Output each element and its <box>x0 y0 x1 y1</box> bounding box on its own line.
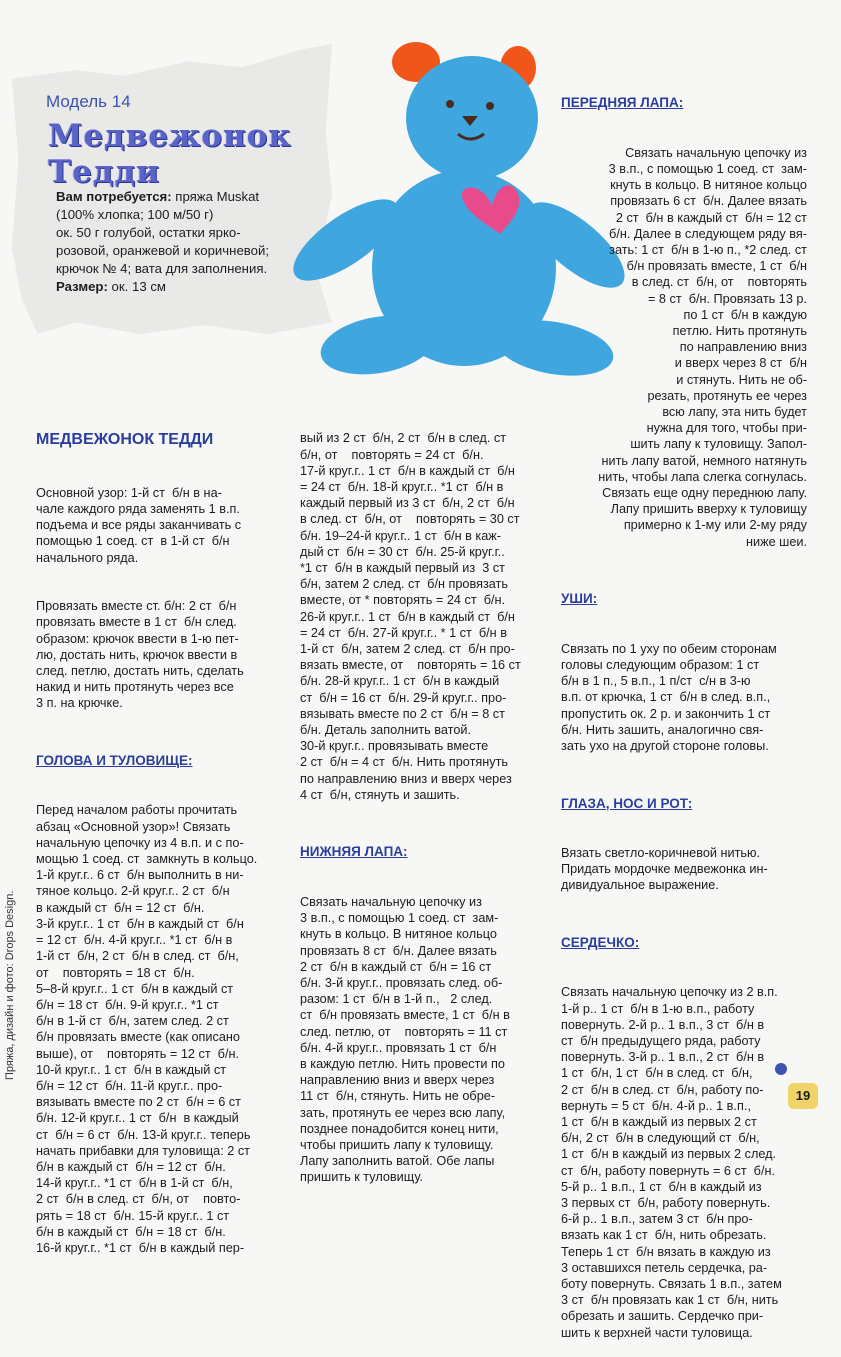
column-middle <box>300 398 544 1202</box>
materials-block <box>56 188 288 296</box>
section-heading-heart: СЕРДЕЧКО: <box>561 934 640 950</box>
size-label: Размер: <box>56 279 108 294</box>
section-heading-head-body: ГОЛОВА И ТУЛОВИЩЕ: <box>36 753 193 769</box>
end-of-article-icon <box>775 1063 787 1075</box>
basic-pattern-text: Основной узор: 1-й ст б/н в на- чале каждого ряда заменять 1 в.п. подъема и все ряды заканчивать с помощью 1 соед. ст в 1-й ст б/н начального ряда. <box>36 485 242 565</box>
photo-credit: Пряжа, дизайн и фото: Drops Design. <box>4 890 16 1080</box>
section-heading-front-leg: ПЕРЕДНЯЯ ЛАПА: <box>561 95 684 111</box>
face-text: Вязать светло-коричневой нитью. Придать мордочке медвежонка ин- дивидуальное выражение. <box>561 845 768 893</box>
heart-text: Связать начальную цепочку из 2 в.п. 1-й р.. 1 ст б/н в 1-ю в.п., работу повернуть. 2-й р.. 1 в.п., 3 ст б/н в ст б/н предыдущего ряда, работу повернуть. 3-й р.. 1 в.п., 2 ст б/н в 1 ст б/н, 1 ст б/н в след. ст б/н, 2 ст б/н в след. ст б/н, работу по- вернуть = 5 ст б/н. 4-й р.. 1 в.п., 1 ст б/н в каждый из первых 2 ст б/н, 2 ст б/н в следующий ст б/н, 1 ст б/н в каждый из первых 2 след. ст б/н, работу повернуть = 6 ст б/н. 5-й р.. 1 в.п., 1 ст б/н в каждый из 3 первых ст б/н, работу повернуть. 6-й р.. 1 в.п., затем 3 ст б/н про- вязать как 1 ст б/н, нить обрезать. Теперь 1 ст б/н вязать в каждую из 3 оставшихся петель сердечка, ра- боту повернуть. Связать 1 в.п., затем 3 ст б/н провязать как 1 ст б/н, нить обрезать и зашить. Сердечко при- шить к верхней части туловища. <box>561 985 782 1340</box>
section-heading-face: ГЛАЗА, НОС И РОТ: <box>561 795 693 811</box>
column-left <box>36 398 292 1272</box>
section-heading-lower-leg: НИЖНЯЯ ЛАПА: <box>300 844 408 860</box>
head-body-text: Перед началом работы прочитать абзац «Основной узор»! Связать начальную цепочку из 4 в.п. и с по- мощью 1 соед. ст замкнуть в кольцо. 1-й круг.г.. 6 ст б/н выполнить в ни- тяное кольцо. 2-й круг.г.. 2 ст б/н в каждый ст б/н = 12 ст б/н. 3-й круг.г.. 1 ст б/н в каждый ст б/н = 12 ст б/н. 4-й круг.г.. *1 ст б/н в 1-й ст б/н, 2 ст б/н в след. ст б/н, от повторять = 18 ст б/н. 5–8-й круг.г.. 1 ст б/н в каждый ст б/н = 18 ст б/н. 9-й круг.г.. *1 ст б/н в 1-й ст б/н, затем след. 2 ст б/н провязать вместе (как описано выше), от повторять = 12 ст б/н. 10-й круг.г.. 1 ст б/н в каждый ст б/н = 12 ст б/н. 11-й круг.г.. про- вязывать вместе по 2 ст б/н = 6 ст б/н. 12-й круг.г.. 1 ст б/н в каждый ст б/н = 6 ст б/н. 13-й круг.г.. теперь начать прибавки для туловища: 2 ст б/н в каждый ст б/н = 12 ст б/н. 14-й круг.г.. *1 ст б/н в 1-й ст б/н, 2 ст б/н в след. ст б/н, от повто- рять = 18 ст б/н. 15-й круг.г.. 1 ст б/н в каждый ст б/н = 18 ст б/н. 16-й круг.г.. *1 ст б/н в каждый пер- <box>36 803 258 1255</box>
column-right <box>561 62 807 1357</box>
front-leg-text: Связать начальную цепочку из 3 в.п., с помощью 1 соед. ст зам- кнуть в кольцо. В нитяное кольцо провязать 6 ст б/н. Далее вязать 2 ст б/н в каждый ст б/н = 12 ст б/н. Далее в следующем ряду вя- зать: 1 ст б/н в 1-ю п., *2 след. ст б/н провязать вместе, 1 ст б/н в след. ст б/н, от повторять = 8 ст б/н. Провязать 13 р. по 1 ст б/н в каждую петлю. Нить протянуть по направлению вниз и вверх через 8 ст б/н и стянуть. Нить не об- резать, протянуть ее через всю лапу, эта нить будет нужна для того, чтобы при- шить лапу к туловищу. Запол- нить лапу ватой, немного натянуть нить, чтобы лапа слегка согнулась. Связать еще одну переднюю лапу. Лапу пришить вверху к туловищу примерно к 1-му или 2-му ряду ниже шеи. <box>598 145 807 549</box>
section-heading-ears: УШИ: <box>561 591 598 607</box>
bear-right-eye <box>486 102 494 110</box>
together-text: Провязать вместе ст. б/н: 2 ст б/н провязать вместе в 1 ст б/н след. образом: крючок ввести в 1-ю пет- лю, достать нить, крючок ввести в след. петлю, достать нить, сделать накид и нить протянуть через все 3 п. на крючке. <box>36 599 244 711</box>
model-number: Модель 14 <box>46 92 131 111</box>
page-title: Медвежонок Тедди <box>48 118 292 190</box>
section-heading-teddy: МЕДВЕЖОНОК ТЕДДИ <box>36 431 214 449</box>
size-text: ок. 13 см <box>107 279 166 294</box>
materials-label: Вам потребуется: <box>56 189 172 204</box>
bear-left-eye <box>446 100 454 108</box>
body-continued-text: вый из 2 ст б/н, 2 ст б/н в след. ст б/н, от повторять = 24 ст б/н. 17-й круг.г.. 1 ст б/н в каждый ст б/н = 24 ст б/н. 18-й круг.г.. *1 ст б/н в каждый первый из 3 ст б/н, 2 ст б/н в след. ст б/н, от повторять = 30 ст б/н. 19–24-й круг.г.. 1 ст б/н в каж- дый ст б/н = 30 ст б/н. 25-й круг.г.. *1 ст б/н в каждый первый из 3 ст б/н, затем 2 след. ст б/н провязать вместе, от * повторять = 24 ст б/н. 26-й круг.г.. 1 ст б/н в каждый ст б/н = 24 ст б/н. 27-й круг.г.. * 1 ст б/н в 1-й ст б/н, затем 2 след. ст б/н про- вязать вместе, от повторять = 16 ст б/н. 28-й круг.г.. 1 ст б/н в каждый ст б/н = 16 ст б/н. 29-й круг.г.. про- вязывать вместе по 2 ст б/н = 8 ст б/н. Деталь заполнить ватой. 30-й круг.г.. провязывать вместе 2 ст б/н = 4 ст б/н. Нить протянуть по направлению вниз и вверх через 4 ст б/н, стянуть и зашить. <box>300 431 521 802</box>
lower-leg-text: Связать начальную цепочку из 3 в.п., с помощью 1 соед. ст зам- кнуть в кольцо. В нитяное кольцо провязать 8 ст б/н. Далее вязать 2 ст б/н в каждый ст б/н = 16 ст б/н. 3-й круг.г.. провязать след. об- разом: 1 ст б/н в 1-й п., 2 след. ст б/н провязать вместе, 1 ст б/н в след. петлю, от повторять = 11 ст б/н. 4-й круг.г.. провязать 1 ст б/н в каждую петлю. Нить провести по направлению вниз и вверх через 11 ст б/н, стянуть. Нить не обре- зать, протянуть ее через всю лапу, позднее понадобится конец нити, чтобы пришить лапу к туловищу. Лапу заполнить ватой. Обе лапы пришить к туловищу. <box>300 894 510 1185</box>
ears-text: Связать по 1 уху по обеим сторонам головы следующим образом: 1 ст б/н в 1 п., 5 в.п., 1 п/ст с/н в 3-ю в.п. от крючка, 1 ст б/н в след. в.п., пропустить ок. 2 р. и закончить 1 ст б/н. Нить зашить, аналогично свя- зать ухо на другой стороне головы. <box>561 641 777 753</box>
materials-text: пряжа Muskat (100% хлопка; 100 м/50 г) ок. 50 г голубой, остатки ярко- розовой, оранжевой и коричневой; крючок № 4; вата для заполнения. <box>56 189 269 276</box>
page-number: 19 <box>788 1083 818 1109</box>
